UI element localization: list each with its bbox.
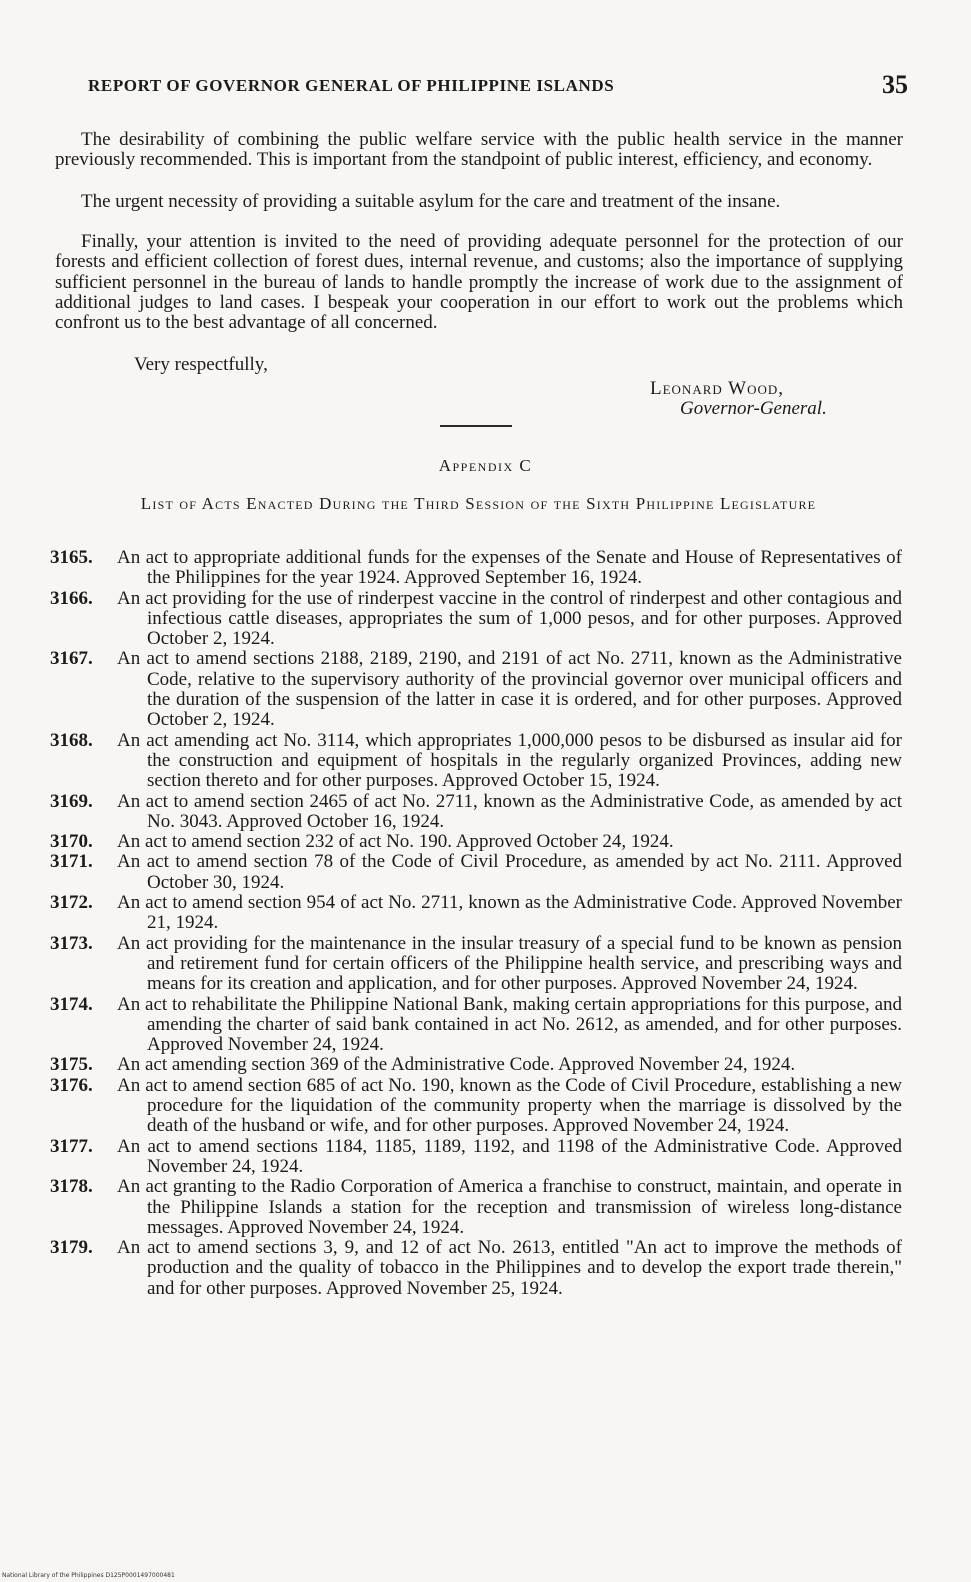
act-item xyxy=(50,934,902,995)
act-item xyxy=(50,589,902,650)
paragraph-asylum: The urgent necessity of providing a suitable asylum for the care and treatment of the insane. xyxy=(81,191,781,212)
act-text: An act amending act No. 3114, which appropriates 1,000,000 pesos to be disbursed as insular aid for the construction and equipment of hospitals in the regularly organized Provinces, adding new section thereto and for other purposes. Approved October 15, 1924. xyxy=(117,729,902,792)
act-number: 3173. xyxy=(50,932,93,954)
act-number: 3166. xyxy=(50,587,93,609)
act-item xyxy=(50,731,902,792)
act-item xyxy=(50,792,902,833)
act-text: An act granting to the Radio Corporation of America a franchise to construct, maintain, and operate in the Philippine Islands a station for the reception and transmission of wireless long-distance messages. Approved November 24, 1924. xyxy=(117,1176,902,1238)
paragraph-personnel: Finally, your attention is invited to the need of providing adequate personnel for the protection of our forests and efficient collection of forest dues, internal revenue, and customs; also the importance of supplying sufficient personnel in the bureau of lands to handle promptly the increase of work due to the assignment of additional judges to land cases. I bespeak your cooperation in our effort to work out the problems which confront us to the best advantage of all concerned. xyxy=(55,231,903,334)
act-text: An act to amend sections 2188, 2189, 2190, and 2191 of act No. 2711, known as the Administrative Code, relative to the supervisory authority of the provincial governor over municipal officers and the duration of the suspension of the latter in case it is ordered, and for other purposes. Approved October 2, 1924. xyxy=(117,648,902,731)
act-number: 3167. xyxy=(50,648,93,670)
act-number: 3174. xyxy=(50,993,93,1015)
act-text: An act to amend sections 3, 9, and 12 of act No. 2613, entitled "An act to improve the methods of production and the quality of tobacco in the Philippines and to develop the export trade therein," and for other purposes. Approved November 25, 1924. xyxy=(117,1237,902,1299)
act-text: An act to amend section 685 of act No. 190, known as the Code of Civil Procedure, establishing a new procedure for the liquidation of the community property when the marriage is dissolved by the death of the husband or wife, and for other purposes. Approved November 24, 1924. xyxy=(117,1074,902,1137)
act-number: 3169. xyxy=(50,790,93,812)
act-number: 3165. xyxy=(50,547,93,568)
act-item xyxy=(50,1137,902,1178)
act-item xyxy=(50,852,902,893)
act-item xyxy=(50,1238,902,1299)
signature-name: Leonard Wood, xyxy=(650,378,785,399)
signature-title: Governor-General. xyxy=(680,398,827,419)
act-item xyxy=(50,548,902,589)
act-number: 3172. xyxy=(50,892,93,914)
appendix-subtitle: List of Acts Enacted During the Third Session of the Sixth Philippine Legislature xyxy=(140,494,817,513)
act-number: 3176. xyxy=(50,1074,93,1096)
closing-line: Very respectfully, xyxy=(134,354,268,375)
act-text: An act to amend section 2465 of act No. 2711, known as the Administrative Code, as amended by act No. 3043. Approved October 16, 1924. xyxy=(117,790,902,832)
running-head xyxy=(88,70,908,99)
act-item xyxy=(50,832,902,852)
act-number: 3175. xyxy=(50,1054,93,1076)
act-number: 3179. xyxy=(50,1237,93,1259)
act-item xyxy=(50,995,902,1056)
act-text: An act to amend section 954 of act No. 2711, known as the Administrative Code. Approved November 21, 1924. xyxy=(117,892,902,934)
act-text: An act amending section 369 of the Administrative Code. Approved November 24, 1924. xyxy=(117,1054,796,1076)
act-text: An act to rehabilitate the Philippine National Bank, making certain appropriations for this purpose, and amending the charter of said bank contained in act No. 2612, as amended, and for other purposes. Approved November 24, 1924. xyxy=(117,993,902,1056)
section-divider xyxy=(440,425,512,427)
act-item xyxy=(50,1177,902,1238)
act-text: An act to appropriate additional funds for the expenses of the Senate and House of Representatives of the Philippines for the year 1924. Approved September 16, 1924. xyxy=(117,547,902,589)
appendix-title: Appendix C xyxy=(438,456,533,475)
page-number: 35 xyxy=(882,70,908,99)
act-text: An act to amend section 232 of act No. 190. Approved October 24, 1924. xyxy=(117,831,674,853)
running-head-title: REPORT OF GOVERNOR GENERAL OF PHILIPPINE ISLANDS xyxy=(88,76,615,95)
act-text: An act to amend section 78 of the Code of Civil Procedure, as amended by act No. 2111. Approved October 30, 1924. xyxy=(117,851,902,893)
act-text: An act to amend sections 1184, 1185, 1189, 1192, and 1198 of the Administrative Code. Approved November 24, 1924. xyxy=(117,1135,902,1177)
act-item xyxy=(50,1055,902,1075)
act-number: 3177. xyxy=(50,1135,93,1157)
act-number: 3168. xyxy=(50,729,93,751)
act-item xyxy=(50,893,902,934)
act-text: An act providing for the maintenance in the insular treasury of a special fund to be known as pension and retirement fund for certain officers of the Philippine health service, and prescribing ways and means for its creation and application, and for other purposes. Approved November 24, 1924. xyxy=(117,932,902,995)
footer-source: National Library of the Philippines D125P0001497000481 xyxy=(2,1572,175,1579)
acts-list xyxy=(50,548,902,1299)
act-item xyxy=(50,649,902,730)
act-number: 3170. xyxy=(50,831,93,853)
act-item xyxy=(50,1076,902,1137)
paragraph-public-welfare: The desirability of combining the public welfare service with the public health service in the manner previously recommended. This is important from the standpoint of public interest, efficiency, and economy. xyxy=(55,129,903,171)
act-number: 3171. xyxy=(50,851,93,873)
act-number: 3178. xyxy=(50,1176,93,1198)
act-text: An act providing for the use of rinderpest vaccine in the control of rinderpest and other contagious and infectious cattle diseases, appropriates the sum of 1,000 pesos, and for other purposes. Approved October 2, 1924. xyxy=(117,587,902,650)
